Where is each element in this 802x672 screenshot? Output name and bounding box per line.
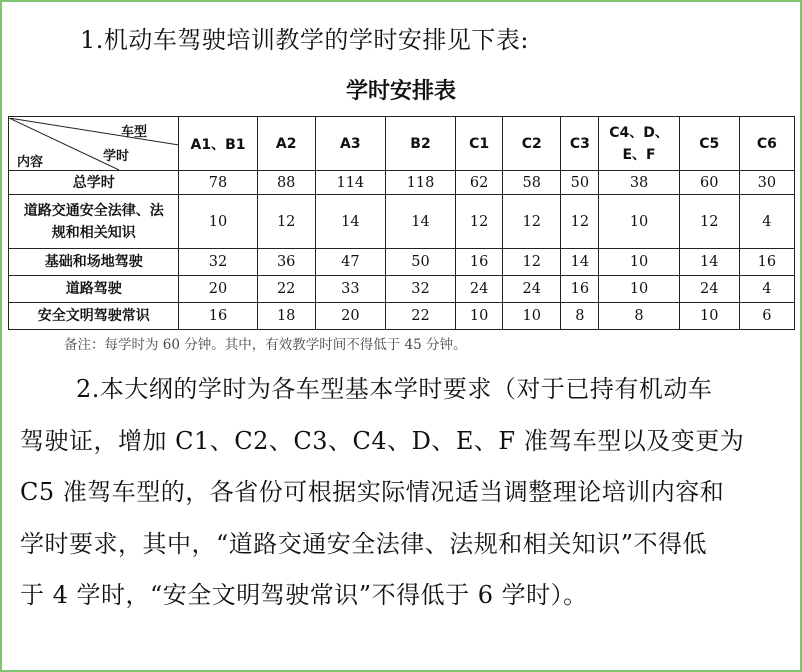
column-header: C5 [679, 117, 739, 171]
table-cell: 30 [739, 171, 794, 195]
table-cell: 50 [385, 249, 455, 276]
column-header: A1、B1 [179, 117, 257, 171]
table-cell: 10 [599, 195, 679, 249]
row-label: 总学时 [9, 171, 179, 195]
table-cell: 16 [179, 303, 257, 330]
column-header: C3 [561, 117, 599, 171]
table-header-row [9, 117, 795, 171]
column-header: C6 [739, 117, 794, 171]
table-cell: 24 [679, 276, 739, 303]
table-cell: 10 [679, 303, 739, 330]
paragraph-line: 2.本大纲的学时为各车型基本学时要求（对于已持有机动车 [76, 375, 713, 403]
table-cell: 8 [599, 303, 679, 330]
table-cell: 14 [561, 249, 599, 276]
row-label: 道路驾驶 [9, 276, 179, 303]
paragraph-line: C5 准驾车型的，各省份可根据实际情况适当调整理论培训内容和 [20, 478, 725, 506]
table-cell: 6 [739, 303, 794, 330]
table-cell: 62 [456, 171, 503, 195]
table-cell: 10 [599, 276, 679, 303]
body-paragraph [20, 364, 790, 622]
corner-label-hours: 学时 [103, 148, 130, 164]
table-cell: 58 [503, 171, 561, 195]
table-cell: 12 [456, 195, 503, 249]
corner-label-vehicle: 车型 [121, 124, 148, 140]
table-cell: 24 [456, 276, 503, 303]
table-cell: 4 [739, 195, 794, 249]
table-cell: 22 [385, 303, 455, 330]
table-cell: 12 [503, 195, 561, 249]
corner-header-cell [9, 117, 179, 171]
column-header: A2 [257, 117, 315, 171]
table-cell: 118 [385, 171, 455, 195]
column-header: C1 [456, 117, 503, 171]
table-cell: 14 [385, 195, 455, 249]
table-row [9, 303, 795, 330]
table-cell: 20 [315, 303, 385, 330]
table-cell: 78 [179, 171, 257, 195]
table-cell: 32 [385, 276, 455, 303]
column-header: B2 [385, 117, 455, 171]
paragraph-line: 于 4 学时，“安全文明驾驶常识”不得低于 6 学时）。 [20, 581, 588, 609]
column-header: C4、D、E、F [599, 117, 679, 171]
table-cell: 12 [561, 195, 599, 249]
table-cell: 22 [257, 276, 315, 303]
table-row [9, 249, 795, 276]
table-cell: 10 [179, 195, 257, 249]
table-cell: 12 [679, 195, 739, 249]
table-cell: 16 [739, 249, 794, 276]
table-cell: 47 [315, 249, 385, 276]
table-cell: 14 [679, 249, 739, 276]
table-title: 学时安排表 [345, 79, 456, 104]
table-cell: 18 [257, 303, 315, 330]
table-cell: 20 [179, 276, 257, 303]
table-cell: 32 [179, 249, 257, 276]
table-cell: 50 [561, 171, 599, 195]
paragraph-line: 学时要求，其中，“道路交通安全法律、法规和相关知识”不得低 [20, 529, 708, 558]
table-cell: 10 [503, 303, 561, 330]
table-cell: 16 [456, 249, 503, 276]
table-row [9, 195, 795, 249]
table-cell: 33 [315, 276, 385, 303]
table-cell: 10 [599, 249, 679, 276]
table-cell: 16 [561, 276, 599, 303]
table-cell: 36 [257, 249, 315, 276]
hours-table [8, 116, 795, 330]
table-cell: 10 [456, 303, 503, 330]
row-label: 安全文明驾驶常识 [9, 303, 179, 330]
table-cell: 38 [599, 171, 679, 195]
table-cell: 4 [739, 276, 794, 303]
table-note: 备注：每学时为 60 分钟。其中，有效教学时间不得低于 45 分钟。 [64, 337, 467, 353]
corner-label-content: 内容 [17, 154, 44, 170]
row-label: 基础和场地驾驶 [9, 249, 179, 276]
column-header: A3 [315, 117, 385, 171]
table-row [9, 171, 795, 195]
table-cell: 114 [315, 171, 385, 195]
table-cell: 8 [561, 303, 599, 330]
table-cell: 12 [503, 249, 561, 276]
paragraph-line: 驾驶证，增加 C1、C2、C3、C4、D、E、F 准驾车型以及变更为 [20, 426, 745, 455]
column-header: C2 [503, 117, 561, 171]
table-cell: 60 [679, 171, 739, 195]
table-cell: 24 [503, 276, 561, 303]
table-cell: 88 [257, 171, 315, 195]
table-cell: 14 [315, 195, 385, 249]
section-heading: 1.机动车驾驶培训教学的学时安排见下表: [80, 26, 529, 54]
table-cell: 12 [257, 195, 315, 249]
table-row [9, 276, 795, 303]
row-label: 道路交通安全法律、法规和相关知识 [9, 195, 179, 249]
